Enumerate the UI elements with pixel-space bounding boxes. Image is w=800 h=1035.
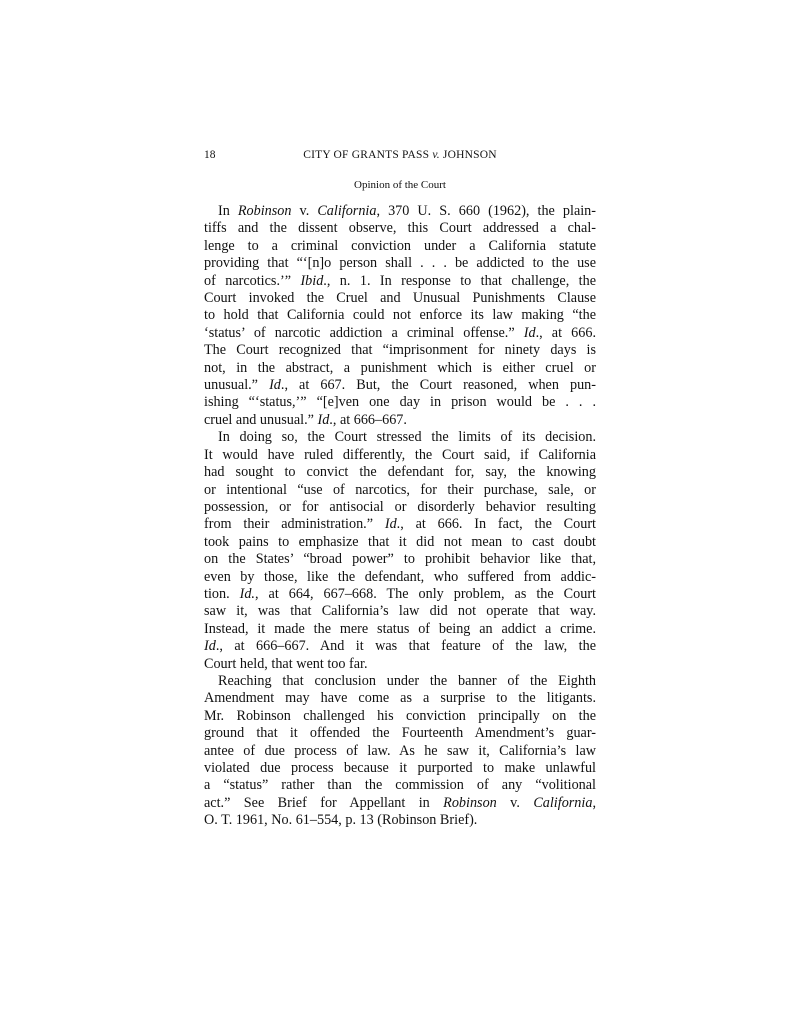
text-line	[204, 447, 596, 464]
text-line	[204, 499, 596, 516]
text-line	[204, 307, 596, 324]
text-run: not, in the abstract, a punishment which is either cruel or	[204, 359, 596, 376]
text-line	[204, 656, 596, 673]
text-run: ‘status’ of narcotic addiction a criminal offense.”	[204, 324, 524, 341]
text-run: had sought to convict the defendant for, say, the knowing	[204, 464, 596, 481]
paragraph	[204, 203, 596, 429]
text-run: In doing so, the Court stressed the limits of its decision.	[218, 429, 596, 446]
text-run: , at 664, 667–668. The only problem, as the Court	[254, 585, 596, 602]
text-run: , 370 U. S. 660 (1962), the plain-	[376, 203, 596, 219]
text-line	[204, 342, 596, 359]
paragraph	[204, 429, 596, 673]
text-line	[204, 621, 596, 638]
text-line	[204, 534, 596, 551]
text-line	[204, 290, 596, 307]
text-line	[204, 673, 596, 690]
text-run: a “status” rather than the commission of any “volitional	[204, 777, 596, 794]
text-run: providing that “‘[n]o person shall . . . be addicted to the use	[204, 255, 596, 272]
case-title-post: JOHNSON	[439, 149, 497, 161]
text-line	[204, 603, 596, 620]
text-line	[204, 429, 596, 446]
text-run: took pains to emphasize that it did not mean to cast doubt	[204, 533, 596, 550]
italic-run: Id	[204, 638, 216, 655]
italic-run: Robinson	[443, 794, 497, 811]
text-line	[204, 220, 596, 237]
text-run: ., n. 1. In response to that challenge, the	[323, 272, 596, 289]
text-line	[204, 777, 596, 794]
italic-run: Id	[523, 324, 536, 341]
text-line	[204, 273, 596, 290]
text-run: even by those, like the defendant, who suffered from addic-	[204, 568, 596, 585]
text-run: tion.	[204, 585, 240, 602]
italic-run: Id.	[239, 585, 255, 602]
text-run: ., at 666.	[535, 324, 596, 341]
case-title	[204, 149, 596, 161]
page-header	[204, 149, 596, 165]
page-number: 18	[204, 149, 216, 161]
text-run: violated due process because it purported to make unlawful	[204, 760, 596, 776]
text-run: ,	[592, 794, 596, 811]
text-run: Court invoked the Cruel and Unusual Punishments Clause	[204, 290, 596, 307]
text-line	[204, 464, 596, 481]
opinion-label: Opinion of the Court	[354, 179, 446, 191]
italic-run: Id	[384, 516, 397, 533]
text-run: O. T. 1961, No. 61–554, p. 13 (Robinson Brief).	[204, 812, 478, 829]
text-line	[204, 255, 596, 272]
text-run: The Court recognized that “imprisonment for ninety days is	[204, 342, 596, 359]
paragraph	[204, 673, 596, 830]
text-line	[204, 812, 596, 829]
text-run: It would have ruled differently, the Court said, if California	[204, 446, 596, 463]
text-run: ., at 667. But, the Court reasoned, when pun-	[280, 377, 597, 394]
italic-run: California	[317, 203, 377, 219]
text-run: Reaching that conclusion under the banner of the Eighth	[218, 672, 596, 689]
text-run: ., at 666–667.	[329, 411, 407, 428]
text-run: cruel and unusual.”	[204, 411, 318, 428]
text-run: v.	[291, 203, 318, 219]
text-run: Instead, it made the mere status of being an addict a crime.	[204, 620, 596, 637]
text-run: In	[218, 203, 238, 219]
text-line	[204, 377, 596, 394]
text-run: ishing “‘status,’” “[e]ven one day in prison would be . . .	[204, 394, 596, 411]
text-run: v.	[496, 794, 534, 811]
text-line	[204, 743, 596, 760]
italic-run: Id	[269, 377, 281, 394]
opinion-body	[204, 203, 596, 830]
text-run: ., at 666. In fact, the Court	[396, 516, 597, 533]
italic-run: Id	[317, 411, 330, 428]
text-run: or intentional “use of narcotics, for their purchase, sale, or	[204, 481, 596, 498]
text-line	[204, 482, 596, 499]
italic-run: Robinson	[237, 203, 292, 219]
text-run: lenge to a criminal conviction under a California statute	[204, 237, 596, 254]
text-run: on the States’ “broad power” to prohibit behavior like that,	[204, 551, 596, 568]
text-run: of narcotics.’”	[204, 272, 301, 289]
italic-run: California	[533, 794, 593, 811]
text-run: ., at 666–667. And it was that feature of the law, the	[215, 638, 596, 655]
text-line	[204, 412, 596, 429]
text-line	[204, 203, 596, 220]
text-line	[204, 238, 596, 255]
italic-run: Ibid	[300, 272, 324, 289]
text-run: saw it, was that California’s law did not operate that way.	[204, 603, 596, 620]
text-run: antee of due process of law. As he saw it, California’s law	[204, 742, 596, 759]
text-run: unusual.”	[204, 377, 270, 394]
text-run: Court held, that went too far.	[204, 655, 368, 672]
text-line	[204, 795, 596, 812]
text-run: from their administration.”	[204, 516, 385, 533]
text-line	[204, 325, 596, 342]
text-run: Mr. Robinson challenged his conviction principally on the	[204, 707, 596, 724]
text-line	[204, 551, 596, 568]
text-line	[204, 360, 596, 377]
text-run: ground that it offended the Fourteenth Amendment’s guar-	[204, 725, 596, 742]
case-title-pre: CITY OF GRANTS PASS	[303, 149, 433, 161]
text-line	[204, 725, 596, 742]
text-line	[204, 760, 596, 777]
text-line	[204, 394, 596, 411]
text-line	[204, 638, 596, 655]
text-line	[204, 569, 596, 586]
text-line	[204, 690, 596, 707]
text-run: tiffs and the dissent observe, this Court addressed a chal-	[204, 220, 596, 237]
text-run: act.” See Brief for Appellant in	[204, 794, 444, 811]
text-run: possession, or for antisocial or disorderly behavior resulting	[204, 498, 596, 515]
text-line	[204, 516, 596, 533]
text-run: to hold that California could not enforce its law making “the	[204, 307, 596, 324]
case-title-v: v.	[432, 149, 440, 161]
text-line	[204, 586, 596, 603]
text-run: Amendment may have come as a surprise to the litigants.	[204, 690, 596, 707]
text-line	[204, 708, 596, 725]
